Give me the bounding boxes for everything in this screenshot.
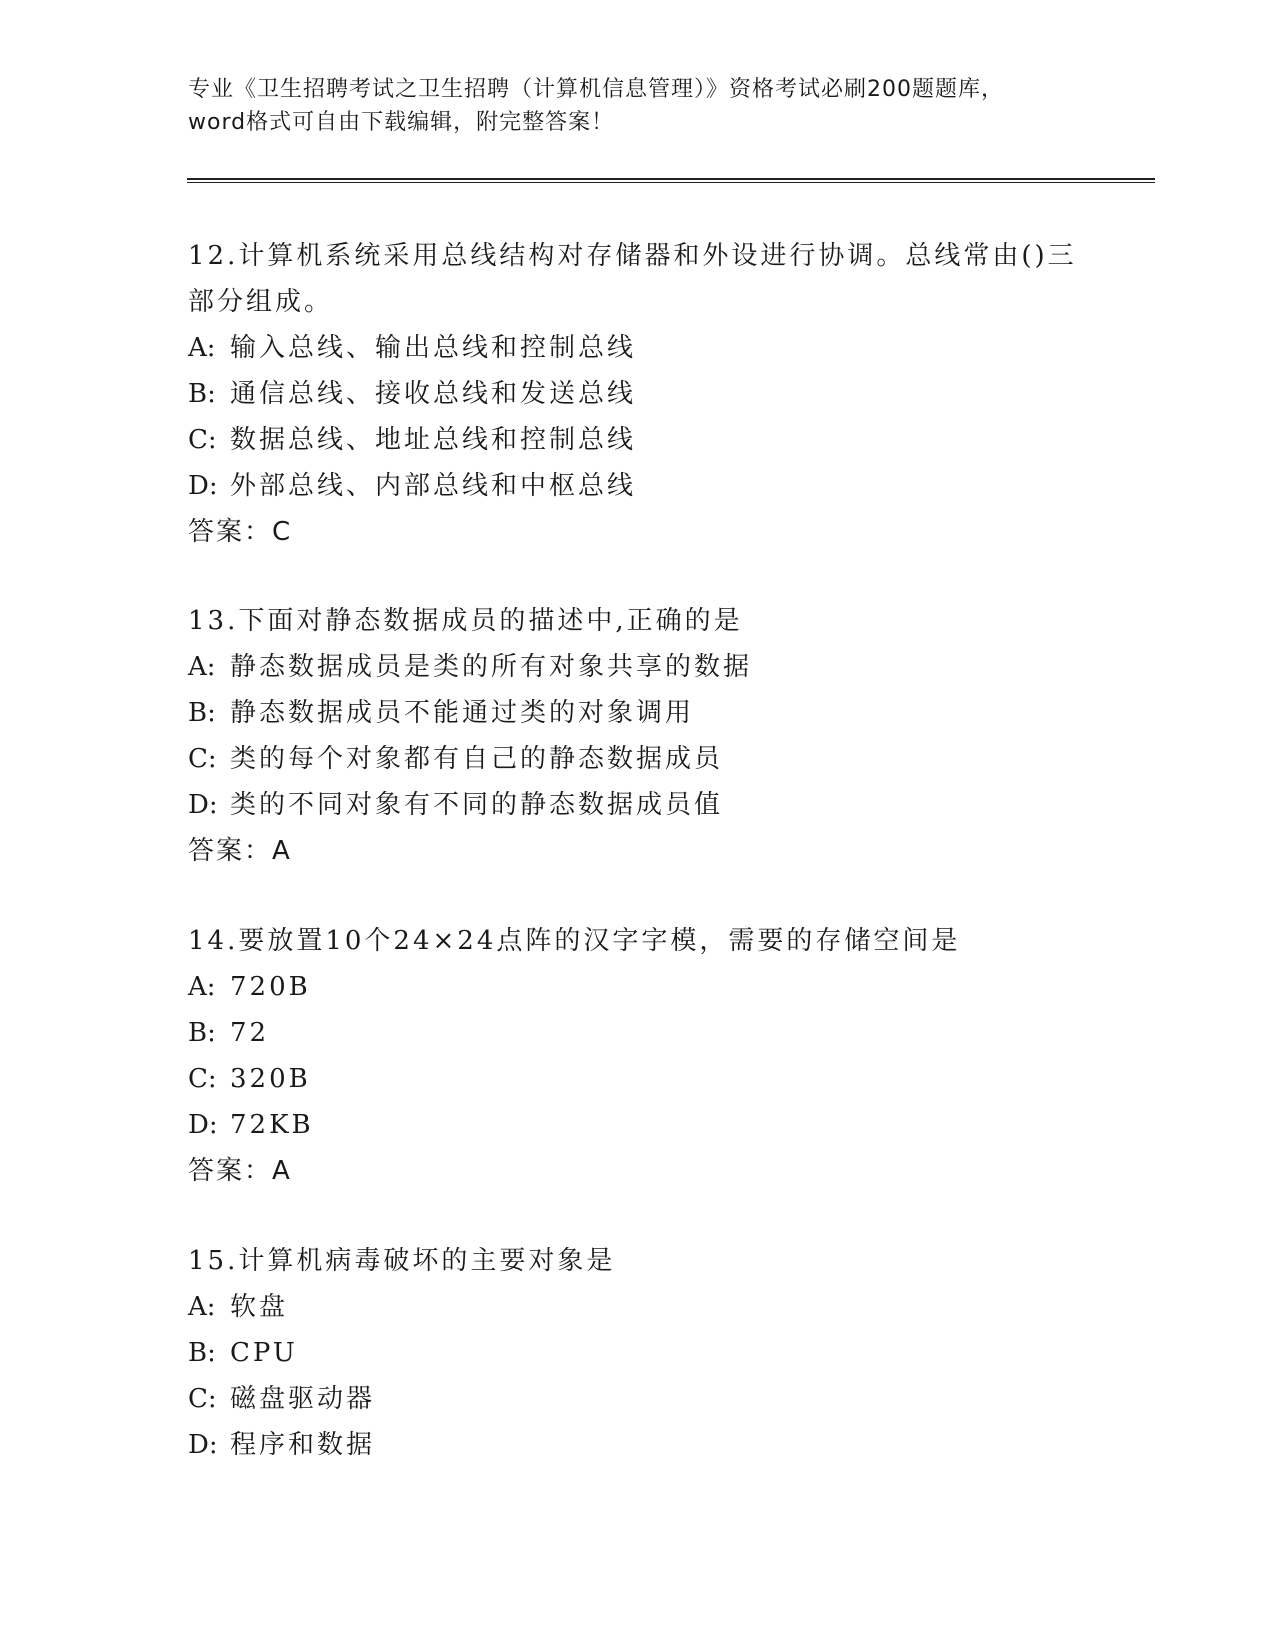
question-stem [188,598,1088,644]
option-a [188,1284,1088,1330]
option-text: 输入总线、输出总线和控制总线 [230,333,637,363]
question-stem-line: 12.计算机系统采用总线结构对存储器和外设进行协调。总线常由()三 [188,241,1077,271]
question-12 [188,233,1088,555]
option-label: C: [188,425,217,455]
option-b [188,1010,1088,1056]
option-d [188,782,1088,828]
option-text: 程序和数据 [230,1430,376,1460]
option-label: D: [188,1110,218,1140]
option-label: A: [188,652,216,682]
option-a [188,964,1088,1010]
option-label: D: [188,790,218,820]
question-stem-line: 14.要放置10个24×24点阵的汉字字模，需要的存储空间是 [188,926,961,956]
option-label: B: [188,1018,216,1048]
question-13 [188,598,1088,874]
option-label: C: [188,1384,217,1414]
option-label: C: [188,744,217,774]
option-text: 类的每个对象都有自己的静态数据成员 [230,744,724,774]
option-label: A: [188,333,216,363]
option-label: B: [188,698,216,728]
question-stem [188,918,1088,964]
option-text: 通信总线、接收总线和发送总线 [230,379,637,409]
option-text: 静态数据成员不能通过类的对象调用 [230,698,695,728]
option-c [188,1376,1088,1422]
header-divider [187,178,1155,183]
option-label: D: [188,1430,218,1460]
answer-line: 答案：A [188,836,292,866]
question-stem-line: 部分组成。 [188,287,334,317]
option-b [188,690,1088,736]
question-stem-line: 15.计算机病毒破坏的主要对象是 [188,1246,616,1276]
option-d [188,1422,1088,1468]
option-label: A: [188,1292,216,1322]
answer-line: 答案：A [188,1156,292,1186]
option-text: 720B [230,972,311,1002]
option-label: A: [188,972,216,1002]
option-text: 软盘 [230,1292,289,1322]
document-header [188,73,1088,139]
option-a [188,644,1088,690]
option-d [188,463,1088,509]
question-14 [188,918,1088,1194]
option-label: D: [188,471,218,501]
option-label: B: [188,1338,216,1368]
question-stem-line: 13.下面对静态数据成员的描述中,正确的是 [188,606,743,636]
option-text: 72 [230,1018,270,1048]
option-label: C: [188,1064,217,1094]
option-d [188,1102,1088,1148]
option-text: 磁盘驱动器 [230,1384,376,1414]
option-label: B: [188,379,216,409]
option-c [188,1056,1088,1102]
option-text: 静态数据成员是类的所有对象共享的数据 [230,652,753,682]
option-text: 数据总线、地址总线和控制总线 [230,425,637,455]
option-text: CPU [230,1338,298,1368]
option-b [188,371,1088,417]
option-text: 类的不同对象有不同的静态数据成员值 [230,790,724,820]
question-stem [188,1238,1088,1284]
option-text: 320B [230,1064,311,1094]
option-a [188,325,1088,371]
header-title-line-2: word格式可自由下载编辑，附完整答案！ [188,110,615,135]
question-stem [188,233,1088,325]
answer-line: 答案：C [188,517,293,547]
header-title-line-1: 专业《卫生招聘考试之卫生招聘（计算机信息管理）》资格考试必刷200题题库， [188,77,1004,102]
option-c [188,417,1088,463]
option-text: 外部总线、内部总线和中枢总线 [230,471,637,501]
question-15 [188,1238,1088,1468]
option-text: 72KB [230,1110,314,1140]
option-c [188,736,1088,782]
option-b [188,1330,1088,1376]
